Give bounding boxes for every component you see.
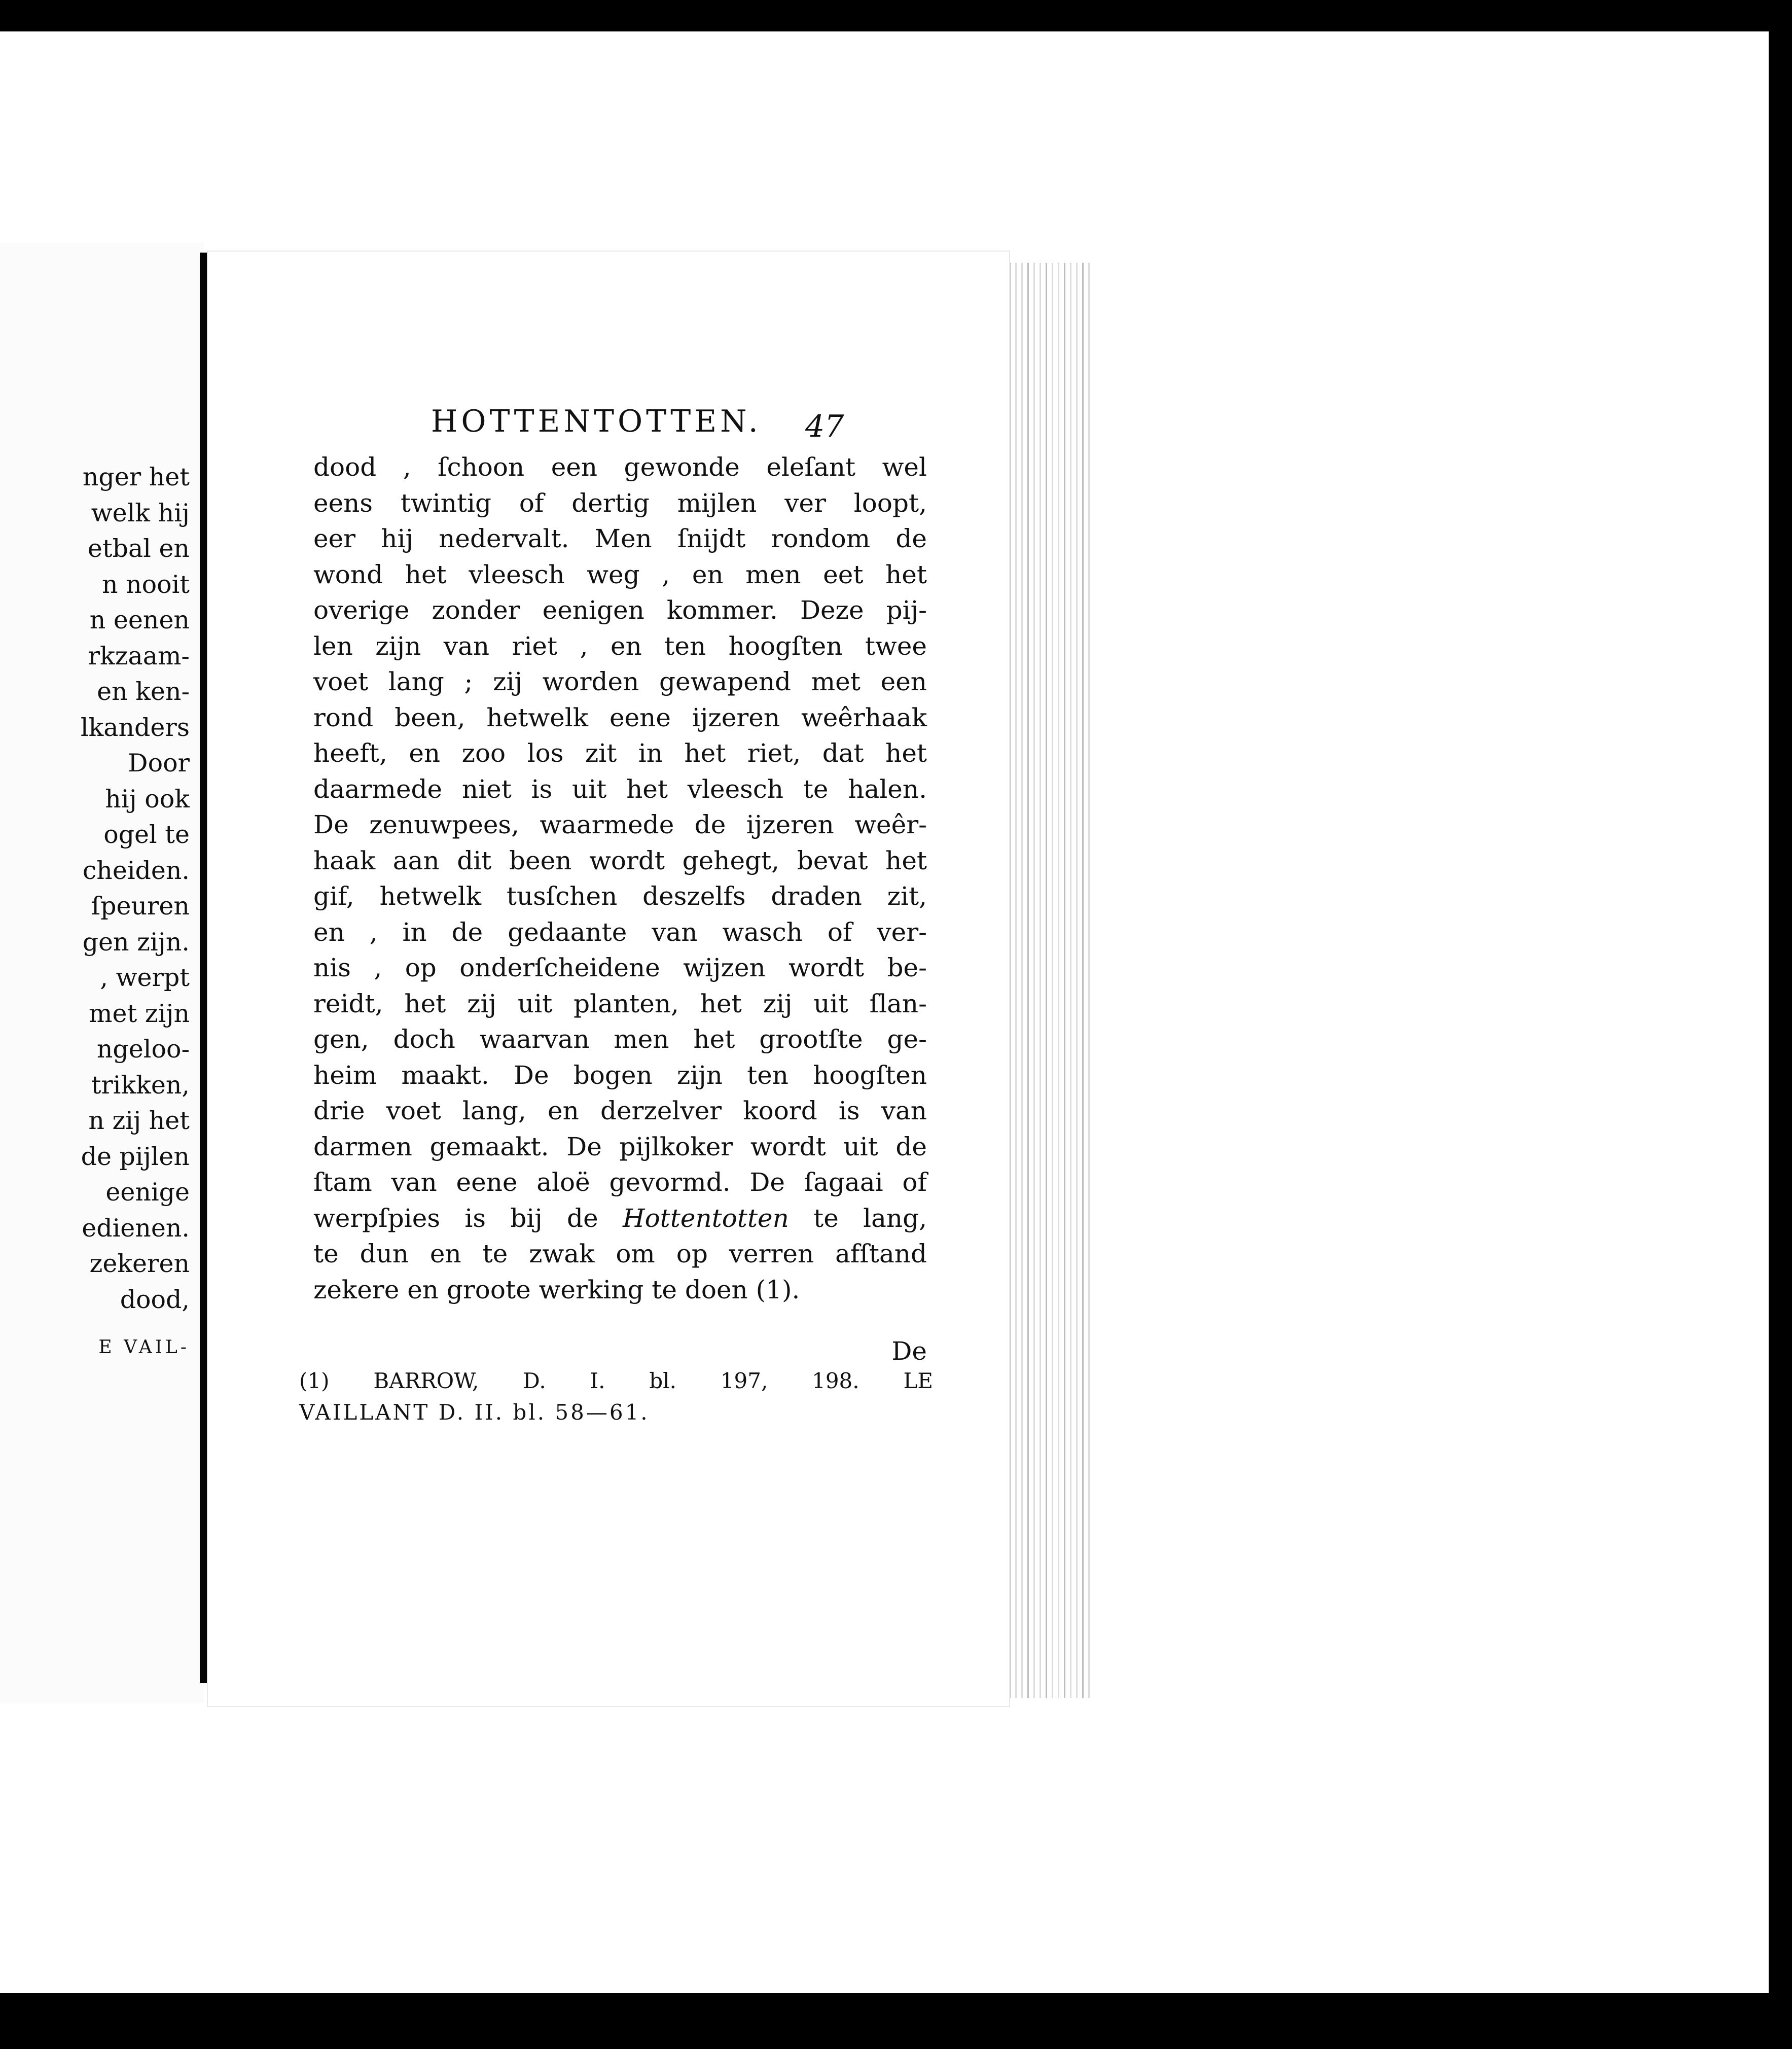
text-line: te dun en te zwak om op verren afſtand (313, 1239, 927, 1268)
left-text-line: rkzaam- (88, 641, 190, 670)
page-number: 47 (805, 409, 844, 444)
left-text-line: en ken- (97, 677, 190, 706)
page-edge-line (1070, 263, 1071, 1698)
left-text-line: Door (128, 749, 190, 778)
text-line: drie voet lang, en derzelver koord is van (313, 1096, 927, 1125)
left-text-line: met zijn (89, 999, 190, 1028)
right-page (208, 252, 1009, 1706)
left-text-line: welk hij (91, 498, 190, 527)
left-text-line: ſpeuren (91, 892, 190, 921)
left-text-line: lkanders (80, 713, 190, 742)
right-scan-border (1769, 0, 1792, 2049)
page-edge-line (1082, 263, 1084, 1698)
left-text-line: nger het (82, 463, 190, 491)
left-text-line: edienen. (82, 1213, 190, 1243)
catchword: De (891, 1336, 927, 1366)
text-line: gen, doch waarvan men het grootſte ge- (313, 1024, 927, 1054)
text-line: darmen gemaakt. De pijlkoker wordt uit de (313, 1132, 927, 1161)
page-edge-line (1064, 263, 1065, 1698)
page-edge-line (1033, 263, 1035, 1698)
text-line: eer hij nedervalt. Men ſnijdt rondom de (313, 524, 927, 553)
text-line-part: te lang, (813, 1203, 927, 1233)
italic-word: Hottentotten (622, 1203, 789, 1233)
bottom-scan-border (0, 1993, 1792, 2049)
text-line: eens twintig of dertig mijlen ver loopt, (313, 488, 927, 518)
text-line: heeft, en zoo los zit in het riet, dat het (313, 738, 927, 768)
left-text-line: n eenen (89, 606, 190, 634)
text-line: len zijn van riet , en ten hoogſten twee (313, 631, 927, 661)
text-line: dood , ſchoon een gewonde eleſant wel (313, 452, 927, 482)
text-line: rond been, hetwelk eene ijzeren weêrhaak (313, 702, 927, 732)
footnote (299, 1365, 933, 1428)
page-edges (1009, 263, 1100, 1698)
text-line (313, 1200, 927, 1236)
text-line-part: werpſpies is bij de (313, 1203, 598, 1233)
left-text-line: hij ook (105, 784, 190, 814)
text-line: De zenuwpees, waarmede de ijzeren weêr- (313, 810, 927, 839)
left-text-line: ogel te (103, 820, 190, 849)
text-line: zekere en groote werking te doen (1). (313, 1275, 800, 1304)
left-text-line: de pijlen (81, 1142, 190, 1171)
footnote-line: (1) BARROW, D. I. bl. 197, 198. LE (299, 1368, 933, 1393)
left-text-line: , werpt (100, 963, 190, 992)
left-text-line: etbal en (87, 534, 190, 563)
running-head: HOTTENTOTTEN. (431, 404, 762, 439)
left-page-footnote: E VAIL- (98, 1337, 190, 1358)
text-line: voet lang ; zij worden gewapend met een (313, 667, 927, 696)
left-text-line: n nooit (101, 570, 190, 599)
left-text-line: cheiden. (82, 856, 190, 885)
left-text-line: ngeloo- (96, 1035, 190, 1064)
page-edge-line (1015, 263, 1017, 1698)
page-edge-line (1021, 263, 1023, 1698)
top-scan-border (0, 0, 1792, 31)
page-edge-line (1027, 263, 1029, 1698)
page-edge-line (1040, 263, 1041, 1698)
text-line: reidt, het zij uit planten, het zij uit ſlan- (313, 988, 927, 1018)
page-edge-line (1058, 263, 1059, 1698)
book-gutter (200, 253, 208, 1683)
text-line: haak aan dit been wordt gehegt, bevat het (313, 845, 927, 875)
text-line: wond het vleesch weg , en men eet het (313, 559, 927, 589)
left-text-line: eenige (105, 1178, 190, 1207)
text-line: nis , op onderſcheidene wijzen wordt be- (313, 953, 927, 982)
page-edge-line (1088, 263, 1090, 1698)
text-line: en , in de gedaante van wasch of ver- (313, 917, 927, 947)
left-text-line: trikken, (91, 1070, 190, 1100)
left-text-line: gen zijn. (82, 927, 190, 957)
text-line: daarmede niet is uit het vleesch te halen. (313, 774, 927, 804)
text-line: ſtam van eene aloë gevormd. De ſagaai of (313, 1168, 927, 1197)
text-line: gif, hetwelk tusſchen deszelfs draden zit, (313, 881, 927, 911)
page-edge-line (1009, 263, 1011, 1698)
page-edge-line (1052, 263, 1053, 1698)
text-line: overige zonder eenigen kommer. Deze pij- (313, 595, 927, 625)
footnote-line: VAILLANT D. II. bl. 58—61. (299, 1400, 650, 1425)
page-edge-line (1076, 263, 1078, 1698)
left-text-line: n zij het (88, 1106, 190, 1135)
text-line: heim maakt. De bogen zijn ten hoogſten (313, 1060, 927, 1090)
left-text-line: zekeren (89, 1249, 190, 1278)
page-edge-line (1046, 263, 1047, 1698)
left-text-line: dood, (120, 1285, 190, 1314)
left-page (0, 242, 204, 1703)
